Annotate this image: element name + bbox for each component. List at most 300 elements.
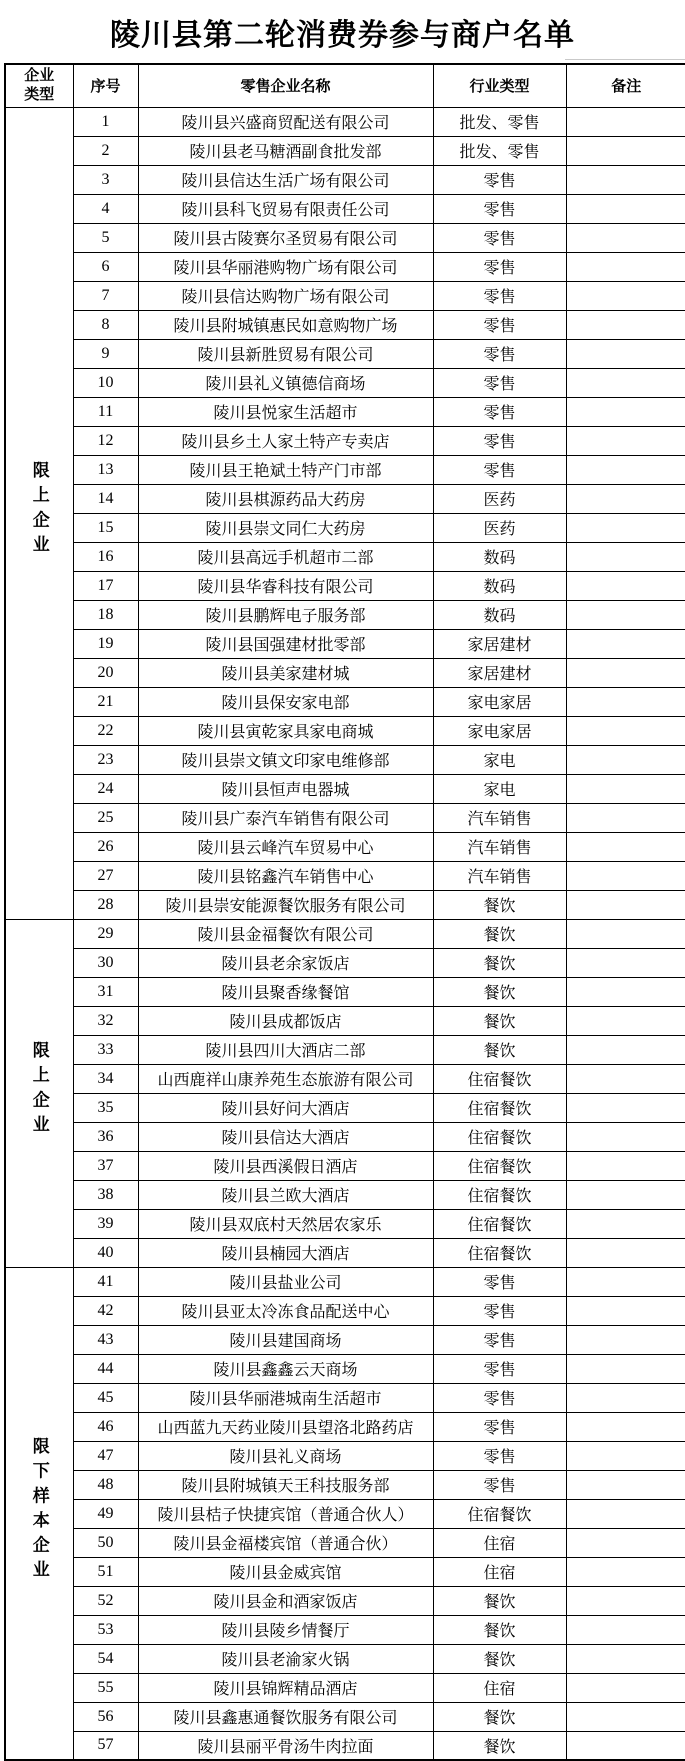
- remark-cell: [566, 1093, 685, 1122]
- remark-cell: [566, 194, 685, 223]
- merchant-name-cell: 陵川县崇文镇文印家电维修部: [138, 745, 433, 774]
- serial-number-cell: 2: [73, 136, 138, 165]
- enterprise-type-group-cell: [5, 1267, 73, 1760]
- remark-cell: [566, 542, 685, 571]
- industry-type-cell: 数码: [433, 571, 566, 600]
- serial-number-cell: 17: [73, 571, 138, 600]
- merchant-name-cell: 陵川县丽平骨汤牛肉拉面: [138, 1731, 433, 1760]
- header-remark: 备注: [566, 64, 685, 107]
- enterprise-type-group-cell: [5, 919, 73, 1267]
- table-row: [5, 513, 685, 542]
- remark-cell: [566, 803, 685, 832]
- serial-number-cell: 21: [73, 687, 138, 716]
- table-row: [5, 948, 685, 977]
- remark-cell: [566, 600, 685, 629]
- remark-cell: [566, 397, 685, 426]
- industry-type-cell: 家居建材: [433, 658, 566, 687]
- industry-type-cell: 家电家居: [433, 716, 566, 745]
- industry-type-cell: 餐饮: [433, 1586, 566, 1615]
- remark-cell: [566, 571, 685, 600]
- header-merchant-name: 零售企业名称: [138, 64, 433, 107]
- industry-type-cell: 住宿: [433, 1557, 566, 1586]
- serial-number-cell: 37: [73, 1151, 138, 1180]
- remark-cell: [566, 1702, 685, 1731]
- remark-cell: [566, 455, 685, 484]
- industry-type-cell: 零售: [433, 310, 566, 339]
- merchant-name-cell: 陵川县老余家饭店: [138, 948, 433, 977]
- serial-number-cell: 6: [73, 252, 138, 281]
- merchant-name-cell: 陵川县悦家生活超市: [138, 397, 433, 426]
- industry-type-cell: 家居建材: [433, 629, 566, 658]
- merchant-name-cell: 陵川县成都饭店: [138, 1006, 433, 1035]
- header-enterprise-type: [5, 64, 73, 107]
- serial-number-cell: 57: [73, 1731, 138, 1760]
- table-row: [5, 136, 685, 165]
- merchant-name-cell: 陵川县国强建材批零部: [138, 629, 433, 658]
- merchant-name-cell: 陵川县楠园大酒店: [138, 1238, 433, 1267]
- merchant-name-cell: 陵川县寅乾家具家电商城: [138, 716, 433, 745]
- table-row: [5, 426, 685, 455]
- serial-number-cell: 8: [73, 310, 138, 339]
- merchant-name-cell: 陵川县四川大酒店二部: [138, 1035, 433, 1064]
- remark-cell: [566, 1615, 685, 1644]
- industry-type-cell: 餐饮: [433, 919, 566, 948]
- serial-number-cell: 19: [73, 629, 138, 658]
- serial-number-cell: 4: [73, 194, 138, 223]
- merchant-name-cell: 陵川县古陵赛尔圣贸易有限公司: [138, 223, 433, 252]
- table-row: [5, 1035, 685, 1064]
- industry-type-cell: 餐饮: [433, 1615, 566, 1644]
- table-row: [5, 368, 685, 397]
- merchant-name-cell: 陵川县聚香缘餐馆: [138, 977, 433, 1006]
- header-industry-type: 行业类型: [433, 64, 566, 107]
- industry-type-cell: 零售: [433, 252, 566, 281]
- industry-type-cell: 住宿: [433, 1673, 566, 1702]
- industry-type-cell: 餐饮: [433, 1644, 566, 1673]
- table-row: [5, 1470, 685, 1499]
- table-row: [5, 1586, 685, 1615]
- remark-cell: [566, 1383, 685, 1412]
- table-row: [5, 1499, 685, 1528]
- merchant-name-cell: 陵川县高远手机超市二部: [138, 542, 433, 571]
- header-row: [5, 64, 685, 107]
- serial-number-cell: 46: [73, 1412, 138, 1441]
- industry-type-cell: 住宿餐饮: [433, 1122, 566, 1151]
- remark-cell: [566, 832, 685, 861]
- table-header: [5, 64, 685, 107]
- merchant-name-cell: 陵川县建国商场: [138, 1325, 433, 1354]
- remark-cell: [566, 1499, 685, 1528]
- serial-number-cell: 10: [73, 368, 138, 397]
- merchant-name-cell: 陵川县乡土人家土特产专卖店: [138, 426, 433, 455]
- serial-number-cell: 41: [73, 1267, 138, 1296]
- table-row: [5, 861, 685, 890]
- table-row: [5, 1441, 685, 1470]
- industry-type-cell: 医药: [433, 513, 566, 542]
- remark-cell: [566, 223, 685, 252]
- table-row: [5, 803, 685, 832]
- merchant-name-cell: 陵川县华睿科技有限公司: [138, 571, 433, 600]
- industry-type-cell: 零售: [433, 368, 566, 397]
- merchant-name-cell: 陵川县恒声电器城: [138, 774, 433, 803]
- table-row: [5, 281, 685, 310]
- table-row: [5, 629, 685, 658]
- serial-number-cell: 16: [73, 542, 138, 571]
- serial-number-cell: 14: [73, 484, 138, 513]
- remark-cell: [566, 1731, 685, 1760]
- table-row: [5, 1238, 685, 1267]
- serial-number-cell: 18: [73, 600, 138, 629]
- merchant-name-cell: 陵川县铭鑫汽车销售中心: [138, 861, 433, 890]
- table-row: [5, 571, 685, 600]
- table-row: [5, 687, 685, 716]
- remark-cell: [566, 1035, 685, 1064]
- serial-number-cell: 29: [73, 919, 138, 948]
- page-title: 陵川县第二轮消费券参与商户名单: [110, 18, 575, 52]
- merchant-name-cell: 陵川县保安家电部: [138, 687, 433, 716]
- industry-type-cell: 家电家居: [433, 687, 566, 716]
- merchant-name-cell: 陵川县信达生活广场有限公司: [138, 165, 433, 194]
- industry-type-cell: 零售: [433, 1267, 566, 1296]
- merchant-name-cell: 陵川县崇文同仁大药房: [138, 513, 433, 542]
- table-row: [5, 890, 685, 919]
- industry-type-cell: 零售: [433, 223, 566, 252]
- industry-type-cell: 零售: [433, 1441, 566, 1470]
- industry-type-cell: 餐饮: [433, 1702, 566, 1731]
- serial-number-cell: 1: [73, 107, 138, 136]
- remark-cell: [566, 368, 685, 397]
- serial-number-cell: 40: [73, 1238, 138, 1267]
- table-row: [5, 397, 685, 426]
- serial-number-cell: 47: [73, 1441, 138, 1470]
- serial-number-cell: 28: [73, 890, 138, 919]
- table-row: [5, 1296, 685, 1325]
- table-row: [5, 1209, 685, 1238]
- table-row: [5, 484, 685, 513]
- merchant-name-cell: 陵川县西溪假日酒店: [138, 1151, 433, 1180]
- serial-number-cell: 25: [73, 803, 138, 832]
- serial-number-cell: 50: [73, 1528, 138, 1557]
- serial-number-cell: 44: [73, 1354, 138, 1383]
- industry-type-cell: 家电: [433, 745, 566, 774]
- industry-type-cell: 汽车销售: [433, 861, 566, 890]
- remark-cell: [566, 165, 685, 194]
- remark-cell: [566, 1441, 685, 1470]
- industry-type-cell: 餐饮: [433, 977, 566, 1006]
- merchant-name-cell: 陵川县信达购物广场有限公司: [138, 281, 433, 310]
- merchant-name-cell: 陵川县广泰汽车销售有限公司: [138, 803, 433, 832]
- spreadsheet-gridline: [565, 59, 685, 60]
- serial-number-cell: 34: [73, 1064, 138, 1093]
- table-row: [5, 1006, 685, 1035]
- remark-cell: [566, 1325, 685, 1354]
- industry-type-cell: 零售: [433, 1354, 566, 1383]
- remark-cell: [566, 1644, 685, 1673]
- serial-number-cell: 27: [73, 861, 138, 890]
- merchant-name-cell: 山西鹿祥山康养苑生态旅游有限公司: [138, 1064, 433, 1093]
- remark-cell: [566, 1354, 685, 1383]
- table-row: [5, 542, 685, 571]
- merchant-name-cell: 陵川县金福餐饮有限公司: [138, 919, 433, 948]
- merchant-table-body: [5, 107, 685, 1760]
- header-serial-number: 序号: [73, 64, 138, 107]
- industry-type-cell: 零售: [433, 1383, 566, 1412]
- remark-cell: [566, 252, 685, 281]
- merchant-name-cell: 陵川县兰欧大酒店: [138, 1180, 433, 1209]
- table-row: [5, 1151, 685, 1180]
- table-row: [5, 1064, 685, 1093]
- remark-cell: [566, 716, 685, 745]
- remark-cell: [566, 890, 685, 919]
- remark-cell: [566, 484, 685, 513]
- table-row: [5, 832, 685, 861]
- table-row: [5, 1557, 685, 1586]
- industry-type-cell: 零售: [433, 1296, 566, 1325]
- industry-type-cell: 住宿餐饮: [433, 1209, 566, 1238]
- table-row: [5, 455, 685, 484]
- industry-type-cell: 住宿餐饮: [433, 1151, 566, 1180]
- serial-number-cell: 35: [73, 1093, 138, 1122]
- remark-cell: [566, 281, 685, 310]
- remark-cell: [566, 658, 685, 687]
- industry-type-cell: 餐饮: [433, 1731, 566, 1760]
- remark-cell: [566, 1209, 685, 1238]
- remark-cell: [566, 774, 685, 803]
- remark-cell: [566, 1296, 685, 1325]
- remark-cell: [566, 1180, 685, 1209]
- serial-number-cell: 23: [73, 745, 138, 774]
- serial-number-cell: 55: [73, 1673, 138, 1702]
- industry-type-cell: 住宿餐饮: [433, 1064, 566, 1093]
- merchant-name-cell: 陵川县金威宾馆: [138, 1557, 433, 1586]
- remark-cell: [566, 513, 685, 542]
- serial-number-cell: 48: [73, 1470, 138, 1499]
- industry-type-cell: 零售: [433, 1412, 566, 1441]
- remark-cell: [566, 977, 685, 1006]
- enterprise-type-label: 限下样本企业: [29, 1436, 49, 1585]
- merchant-name-cell: 陵川县崇安能源餐饮服务有限公司: [138, 890, 433, 919]
- remark-cell: [566, 745, 685, 774]
- merchant-name-cell: 陵川县好问大酒店: [138, 1093, 433, 1122]
- industry-type-cell: 零售: [433, 397, 566, 426]
- table-row: [5, 1615, 685, 1644]
- industry-type-cell: 数码: [433, 600, 566, 629]
- remark-cell: [566, 1238, 685, 1267]
- industry-type-cell: 餐饮: [433, 948, 566, 977]
- industry-type-cell: 住宿餐饮: [433, 1238, 566, 1267]
- merchant-name-cell: 山西蓝九天药业陵川县望洛北路药店: [138, 1412, 433, 1441]
- serial-number-cell: 30: [73, 948, 138, 977]
- table-row: [5, 1731, 685, 1760]
- merchant-name-cell: 陵川县美家建材城: [138, 658, 433, 687]
- serial-number-cell: 52: [73, 1586, 138, 1615]
- serial-number-cell: 22: [73, 716, 138, 745]
- industry-type-cell: 汽车销售: [433, 832, 566, 861]
- serial-number-cell: 11: [73, 397, 138, 426]
- remark-cell: [566, 1412, 685, 1441]
- serial-number-cell: 5: [73, 223, 138, 252]
- serial-number-cell: 39: [73, 1209, 138, 1238]
- industry-type-cell: 零售: [433, 281, 566, 310]
- merchant-name-cell: 陵川县信达大酒店: [138, 1122, 433, 1151]
- serial-number-cell: 3: [73, 165, 138, 194]
- table-row: [5, 223, 685, 252]
- table-row: [5, 919, 685, 948]
- table-row: [5, 310, 685, 339]
- merchant-name-cell: 陵川县老渝家火锅: [138, 1644, 433, 1673]
- merchant-name-cell: 陵川县附城镇天王科技服务部: [138, 1470, 433, 1499]
- merchant-name-cell: 陵川县云峰汽车贸易中心: [138, 832, 433, 861]
- merchant-name-cell: 陵川县科飞贸易有限责任公司: [138, 194, 433, 223]
- serial-number-cell: 53: [73, 1615, 138, 1644]
- serial-number-cell: 24: [73, 774, 138, 803]
- merchant-name-cell: 陵川县礼义商场: [138, 1441, 433, 1470]
- serial-number-cell: 12: [73, 426, 138, 455]
- industry-type-cell: 餐饮: [433, 890, 566, 919]
- enterprise-type-group-cell: [5, 107, 73, 919]
- industry-type-cell: 餐饮: [433, 1035, 566, 1064]
- merchant-name-cell: 陵川县双底村天然居农家乐: [138, 1209, 433, 1238]
- serial-number-cell: 20: [73, 658, 138, 687]
- enterprise-type-label: 限上企业: [29, 1041, 49, 1140]
- serial-number-cell: 31: [73, 977, 138, 1006]
- remark-cell: [566, 1673, 685, 1702]
- industry-type-cell: 零售: [433, 165, 566, 194]
- merchant-name-cell: 陵川县兴盛商贸配送有限公司: [138, 107, 433, 136]
- table-row: [5, 716, 685, 745]
- industry-type-cell: 批发、零售: [433, 107, 566, 136]
- merchant-table: [4, 63, 685, 1761]
- merchant-name-cell: 陵川县桔子快捷宾馆（普通合伙人）: [138, 1499, 433, 1528]
- merchant-name-cell: 陵川县棋源药品大药房: [138, 484, 433, 513]
- serial-number-cell: 42: [73, 1296, 138, 1325]
- serial-number-cell: 33: [73, 1035, 138, 1064]
- table-row: [5, 1702, 685, 1731]
- serial-number-cell: 49: [73, 1499, 138, 1528]
- merchant-name-cell: 陵川县鑫惠通餐饮服务有限公司: [138, 1702, 433, 1731]
- merchant-name-cell: 陵川县王艳斌土特产门市部: [138, 455, 433, 484]
- industry-type-cell: 住宿: [433, 1528, 566, 1557]
- serial-number-cell: 13: [73, 455, 138, 484]
- remark-cell: [566, 1267, 685, 1296]
- table-row: [5, 658, 685, 687]
- table-row: [5, 1122, 685, 1151]
- remark-cell: [566, 1064, 685, 1093]
- industry-type-cell: 医药: [433, 484, 566, 513]
- industry-type-cell: 零售: [433, 339, 566, 368]
- table-row: [5, 1528, 685, 1557]
- remark-cell: [566, 629, 685, 658]
- industry-type-cell: 零售: [433, 455, 566, 484]
- industry-type-cell: 零售: [433, 1470, 566, 1499]
- merchant-name-cell: 陵川县附城镇惠民如意购物广场: [138, 310, 433, 339]
- serial-number-cell: 7: [73, 281, 138, 310]
- serial-number-cell: 56: [73, 1702, 138, 1731]
- serial-number-cell: 51: [73, 1557, 138, 1586]
- industry-type-cell: 家电: [433, 774, 566, 803]
- merchant-name-cell: 陵川县新胜贸易有限公司: [138, 339, 433, 368]
- serial-number-cell: 36: [73, 1122, 138, 1151]
- industry-type-cell: 零售: [433, 1325, 566, 1354]
- table-row: [5, 1673, 685, 1702]
- remark-cell: [566, 861, 685, 890]
- merchant-name-cell: 陵川县华丽港购物广场有限公司: [138, 252, 433, 281]
- merchant-name-cell: 陵川县亚太冷冻食品配送中心: [138, 1296, 433, 1325]
- merchant-name-cell: 陵川县鹏辉电子服务部: [138, 600, 433, 629]
- table-row: [5, 107, 685, 136]
- remark-cell: [566, 339, 685, 368]
- industry-type-cell: 住宿餐饮: [433, 1180, 566, 1209]
- industry-type-cell: 住宿餐饮: [433, 1093, 566, 1122]
- remark-cell: [566, 919, 685, 948]
- table-row: [5, 977, 685, 1006]
- serial-number-cell: 38: [73, 1180, 138, 1209]
- industry-type-cell: 零售: [433, 426, 566, 455]
- enterprise-type-label: 限上企业: [29, 461, 49, 560]
- remark-cell: [566, 107, 685, 136]
- table-row: [5, 252, 685, 281]
- serial-number-cell: 43: [73, 1325, 138, 1354]
- table-row: [5, 1354, 685, 1383]
- merchant-name-cell: 陵川县鑫鑫云天商场: [138, 1354, 433, 1383]
- serial-number-cell: 32: [73, 1006, 138, 1035]
- table-row: [5, 600, 685, 629]
- table-row: [5, 165, 685, 194]
- remark-cell: [566, 687, 685, 716]
- table-row: [5, 774, 685, 803]
- serial-number-cell: 54: [73, 1644, 138, 1673]
- remark-cell: [566, 1470, 685, 1499]
- table-row: [5, 1412, 685, 1441]
- remark-cell: [566, 1122, 685, 1151]
- merchant-name-cell: 陵川县陵乡情餐厅: [138, 1615, 433, 1644]
- merchant-name-cell: 陵川县礼义镇德信商场: [138, 368, 433, 397]
- industry-type-cell: 汽车销售: [433, 803, 566, 832]
- serial-number-cell: 15: [73, 513, 138, 542]
- remark-cell: [566, 1528, 685, 1557]
- header-enterprise-type-text: 企业类型: [24, 68, 55, 103]
- remark-cell: [566, 1151, 685, 1180]
- table-row: [5, 1093, 685, 1122]
- merchant-name-cell: 陵川县金福楼宾馆（普通合伙）: [138, 1528, 433, 1557]
- table-row: [5, 1180, 685, 1209]
- remark-cell: [566, 1557, 685, 1586]
- merchant-name-cell: 陵川县华丽港城南生活超市: [138, 1383, 433, 1412]
- merchant-name-cell: 陵川县盐业公司: [138, 1267, 433, 1296]
- merchant-name-cell: 陵川县锦辉精品酒店: [138, 1673, 433, 1702]
- industry-type-cell: 数码: [433, 542, 566, 571]
- table-row: [5, 1325, 685, 1354]
- remark-cell: [566, 1006, 685, 1035]
- table-row: [5, 1644, 685, 1673]
- table-row: [5, 339, 685, 368]
- remark-cell: [566, 948, 685, 977]
- remark-cell: [566, 310, 685, 339]
- table-row: [5, 1267, 685, 1296]
- serial-number-cell: 9: [73, 339, 138, 368]
- serial-number-cell: 45: [73, 1383, 138, 1412]
- merchant-name-cell: 陵川县老马糖酒副食批发部: [138, 136, 433, 165]
- industry-type-cell: 住宿餐饮: [433, 1499, 566, 1528]
- serial-number-cell: 26: [73, 832, 138, 861]
- remark-cell: [566, 1586, 685, 1615]
- industry-type-cell: 批发、零售: [433, 136, 566, 165]
- merchant-name-cell: 陵川县金和酒家饭店: [138, 1586, 433, 1615]
- industry-type-cell: 零售: [433, 194, 566, 223]
- table-row: [5, 1383, 685, 1412]
- industry-type-cell: 餐饮: [433, 1006, 566, 1035]
- remark-cell: [566, 136, 685, 165]
